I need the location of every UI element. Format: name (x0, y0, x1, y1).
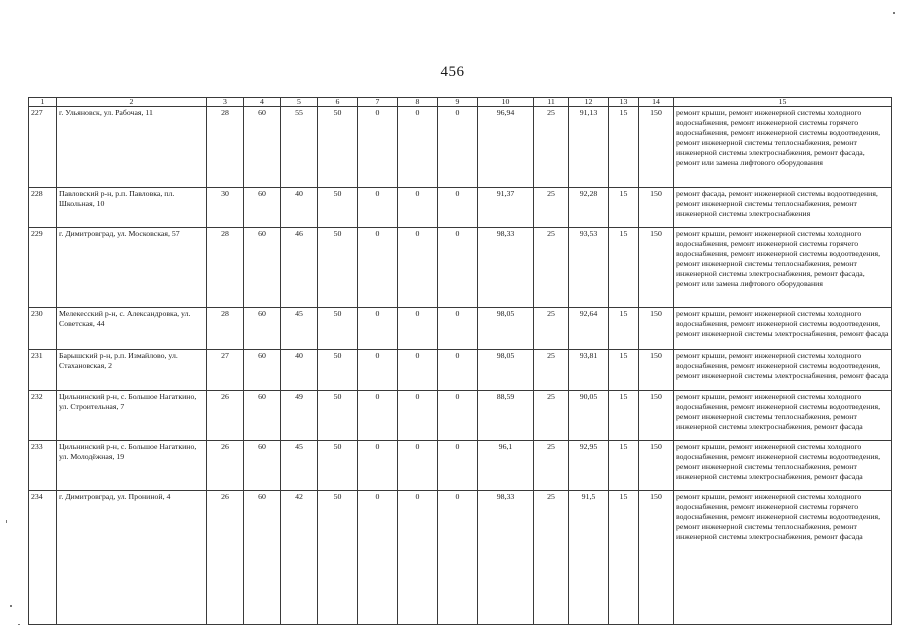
column-header: 11 (534, 98, 569, 107)
works-cell: ремонт фасада, ремонт инженерной системы водоотведения, ремонт инженерной системы теплоснабжения, ремонт инженерной системы электроснабжения (674, 188, 892, 228)
value-cell: 92,95 (569, 441, 609, 491)
value-cell: 0 (438, 228, 478, 308)
column-header: 1 (29, 98, 57, 107)
value-cell: 92,64 (569, 308, 609, 350)
value-cell: 0 (398, 308, 438, 350)
value-cell: 0 (358, 228, 398, 308)
value-cell: 15 (609, 491, 639, 625)
value-cell: 25 (534, 441, 569, 491)
value-cell: 25 (534, 308, 569, 350)
value-cell: 150 (639, 350, 674, 391)
value-cell: 150 (639, 188, 674, 228)
column-header: 9 (438, 98, 478, 107)
value-cell: 15 (609, 107, 639, 188)
value-cell: 150 (639, 391, 674, 441)
value-cell: 50 (318, 188, 358, 228)
value-cell: 60 (244, 107, 281, 188)
value-cell: 0 (398, 228, 438, 308)
value-cell: 0 (358, 350, 398, 391)
value-cell: 0 (358, 391, 398, 441)
value-cell: 0 (438, 441, 478, 491)
scan-speck (10, 605, 12, 607)
table-row (29, 107, 892, 188)
value-cell: 15 (609, 188, 639, 228)
value-cell: 25 (534, 391, 569, 441)
value-cell: 60 (244, 391, 281, 441)
value-cell: 93,81 (569, 350, 609, 391)
value-cell: 96,1 (478, 441, 534, 491)
works-cell: ремонт крыши, ремонт инженерной системы холодного водоснабжения, ремонт инженерной системы горячего водоснабжения, ремонт инженерной системы водоотведения, ремонт инженерной системы теплоснабжения, ремонт инженерной системы электроснабжения, ремонт фасада (674, 491, 892, 625)
value-cell: 0 (358, 491, 398, 625)
table-header-row (29, 98, 892, 107)
value-cell: 0 (438, 308, 478, 350)
value-cell: 60 (244, 228, 281, 308)
value-cell: 15 (609, 391, 639, 441)
column-header: 14 (639, 98, 674, 107)
value-cell: 60 (244, 308, 281, 350)
value-cell: 15 (609, 350, 639, 391)
value-cell: 15 (609, 308, 639, 350)
value-cell: 150 (639, 228, 674, 308)
table-row (29, 188, 892, 228)
value-cell: 55 (281, 107, 318, 188)
column-header: 15 (674, 98, 892, 107)
value-cell: 28 (207, 228, 244, 308)
value-cell: 0 (398, 441, 438, 491)
value-cell: 88,59 (478, 391, 534, 441)
row-number: 234 (29, 491, 57, 625)
value-cell: 25 (534, 350, 569, 391)
value-cell: 25 (534, 188, 569, 228)
row-number: 227 (29, 107, 57, 188)
table-row (29, 350, 892, 391)
scan-speck (18, 624, 20, 625)
value-cell: 49 (281, 391, 318, 441)
address-cell: г. Димитровград, ул. Московская, 57 (57, 228, 207, 308)
value-cell: 0 (438, 107, 478, 188)
column-header: 8 (398, 98, 438, 107)
column-header: 3 (207, 98, 244, 107)
value-cell: 28 (207, 107, 244, 188)
value-cell: 50 (318, 441, 358, 491)
column-header: 6 (318, 98, 358, 107)
address-cell: Цильнинский р-н, с. Большое Нагаткино, ул. Молодёжная, 19 (57, 441, 207, 491)
value-cell: 91,37 (478, 188, 534, 228)
value-cell: 60 (244, 491, 281, 625)
works-cell: ремонт крыши, ремонт инженерной системы холодного водоснабжения, ремонт инженерной системы водоотведения, ремонт инженерной системы теплоснабжения, ремонт инженерной системы электроснабжения, ремонт фасада (674, 441, 892, 491)
value-cell: 150 (639, 308, 674, 350)
value-cell: 45 (281, 441, 318, 491)
value-cell: 92,28 (569, 188, 609, 228)
value-cell: 93,53 (569, 228, 609, 308)
value-cell: 27 (207, 350, 244, 391)
row-number: 233 (29, 441, 57, 491)
works-cell: ремонт крыши, ремонт инженерной системы холодного водоснабжения, ремонт инженерной системы горячего водоснабжения, ремонт инженерной системы водоотведения, ремонт инженерной системы теплоснабжения, ремонт инженерной системы электроснабжения, ремонт фасада, ремонт или замена лифтового оборудования (674, 228, 892, 308)
value-cell: 50 (318, 107, 358, 188)
value-cell: 25 (534, 491, 569, 625)
value-cell: 90,05 (569, 391, 609, 441)
row-number: 231 (29, 350, 57, 391)
works-cell: ремонт крыши, ремонт инженерной системы холодного водоснабжения, ремонт инженерной системы водоотведения, ремонт инженерной системы электроснабжения, ремонт фасада (674, 350, 892, 391)
column-header: 7 (358, 98, 398, 107)
value-cell: 30 (207, 188, 244, 228)
value-cell: 0 (398, 350, 438, 391)
column-header: 2 (57, 98, 207, 107)
value-cell: 25 (534, 107, 569, 188)
value-cell: 50 (318, 228, 358, 308)
repair-register-table (28, 97, 892, 625)
value-cell: 0 (398, 491, 438, 625)
table-row (29, 441, 892, 491)
scan-speck (893, 12, 895, 14)
value-cell: 98,33 (478, 491, 534, 625)
address-cell: Цильнинский р-н, с. Большое Нагаткино, ул. Строительная, 7 (57, 391, 207, 441)
table-row (29, 308, 892, 350)
value-cell: 0 (358, 308, 398, 350)
works-cell: ремонт крыши, ремонт инженерной системы холодного водоснабжения, ремонт инженерной системы горячего водоснабжения, ремонт инженерной системы водоотведения, ремонт инженерной системы теплоснабжения, ремонт инженерной системы электроснабжения, ремонт фасада, ремонт или замена лифтового оборудования (674, 107, 892, 188)
value-cell: 28 (207, 308, 244, 350)
value-cell: 15 (609, 441, 639, 491)
value-cell: 0 (438, 350, 478, 391)
value-cell: 60 (244, 350, 281, 391)
address-cell: Павловский р-н, р.п. Павловка, пл. Школьная, 10 (57, 188, 207, 228)
row-number: 228 (29, 188, 57, 228)
works-cell: ремонт крыши, ремонт инженерной системы холодного водоснабжения, ремонт инженерной системы водоотведения, ремонт инженерной системы электроснабжения, ремонт фасада (674, 308, 892, 350)
value-cell: 25 (534, 228, 569, 308)
row-number: 232 (29, 391, 57, 441)
row-number: 229 (29, 228, 57, 308)
column-header: 4 (244, 98, 281, 107)
value-cell: 50 (318, 491, 358, 625)
column-header: 5 (281, 98, 318, 107)
scan-speck (6, 520, 7, 523)
address-cell: Барышский р-н, р.п. Измайлово, ул. Стахановская, 2 (57, 350, 207, 391)
value-cell: 150 (639, 491, 674, 625)
value-cell: 42 (281, 491, 318, 625)
table-row (29, 228, 892, 308)
value-cell: 98,33 (478, 228, 534, 308)
value-cell: 98,05 (478, 308, 534, 350)
value-cell: 40 (281, 350, 318, 391)
value-cell: 50 (318, 350, 358, 391)
address-cell: г. Ульяновск, ул. Рабочая, 11 (57, 107, 207, 188)
page-number: 456 (440, 64, 465, 80)
value-cell: 0 (398, 391, 438, 441)
address-cell: г. Димитровград, ул. Прониной, 4 (57, 491, 207, 625)
value-cell: 60 (244, 188, 281, 228)
value-cell: 50 (318, 391, 358, 441)
value-cell: 0 (438, 391, 478, 441)
column-header: 13 (609, 98, 639, 107)
column-header: 10 (478, 98, 534, 107)
value-cell: 45 (281, 308, 318, 350)
value-cell: 0 (438, 491, 478, 625)
value-cell: 46 (281, 228, 318, 308)
value-cell: 26 (207, 441, 244, 491)
address-cell: Мелекесский р-н, с. Александровка, ул. Советская, 44 (57, 308, 207, 350)
value-cell: 26 (207, 391, 244, 441)
value-cell: 50 (318, 308, 358, 350)
value-cell: 40 (281, 188, 318, 228)
column-header: 12 (569, 98, 609, 107)
value-cell: 91,5 (569, 491, 609, 625)
value-cell: 60 (244, 441, 281, 491)
value-cell: 15 (609, 228, 639, 308)
value-cell: 0 (398, 188, 438, 228)
value-cell: 150 (639, 107, 674, 188)
table-row (29, 391, 892, 441)
value-cell: 0 (358, 441, 398, 491)
value-cell: 91,13 (569, 107, 609, 188)
value-cell: 0 (358, 188, 398, 228)
value-cell: 98,05 (478, 350, 534, 391)
value-cell: 0 (438, 188, 478, 228)
value-cell: 150 (639, 441, 674, 491)
value-cell: 0 (398, 107, 438, 188)
value-cell: 26 (207, 491, 244, 625)
table-row (29, 491, 892, 625)
row-number: 230 (29, 308, 57, 350)
works-cell: ремонт крыши, ремонт инженерной системы холодного водоснабжения, ремонт инженерной системы водоотведения, ремонт инженерной системы теплоснабжения, ремонт инженерной системы электроснабжения, ремонт фасада (674, 391, 892, 441)
value-cell: 96,94 (478, 107, 534, 188)
value-cell: 0 (358, 107, 398, 188)
